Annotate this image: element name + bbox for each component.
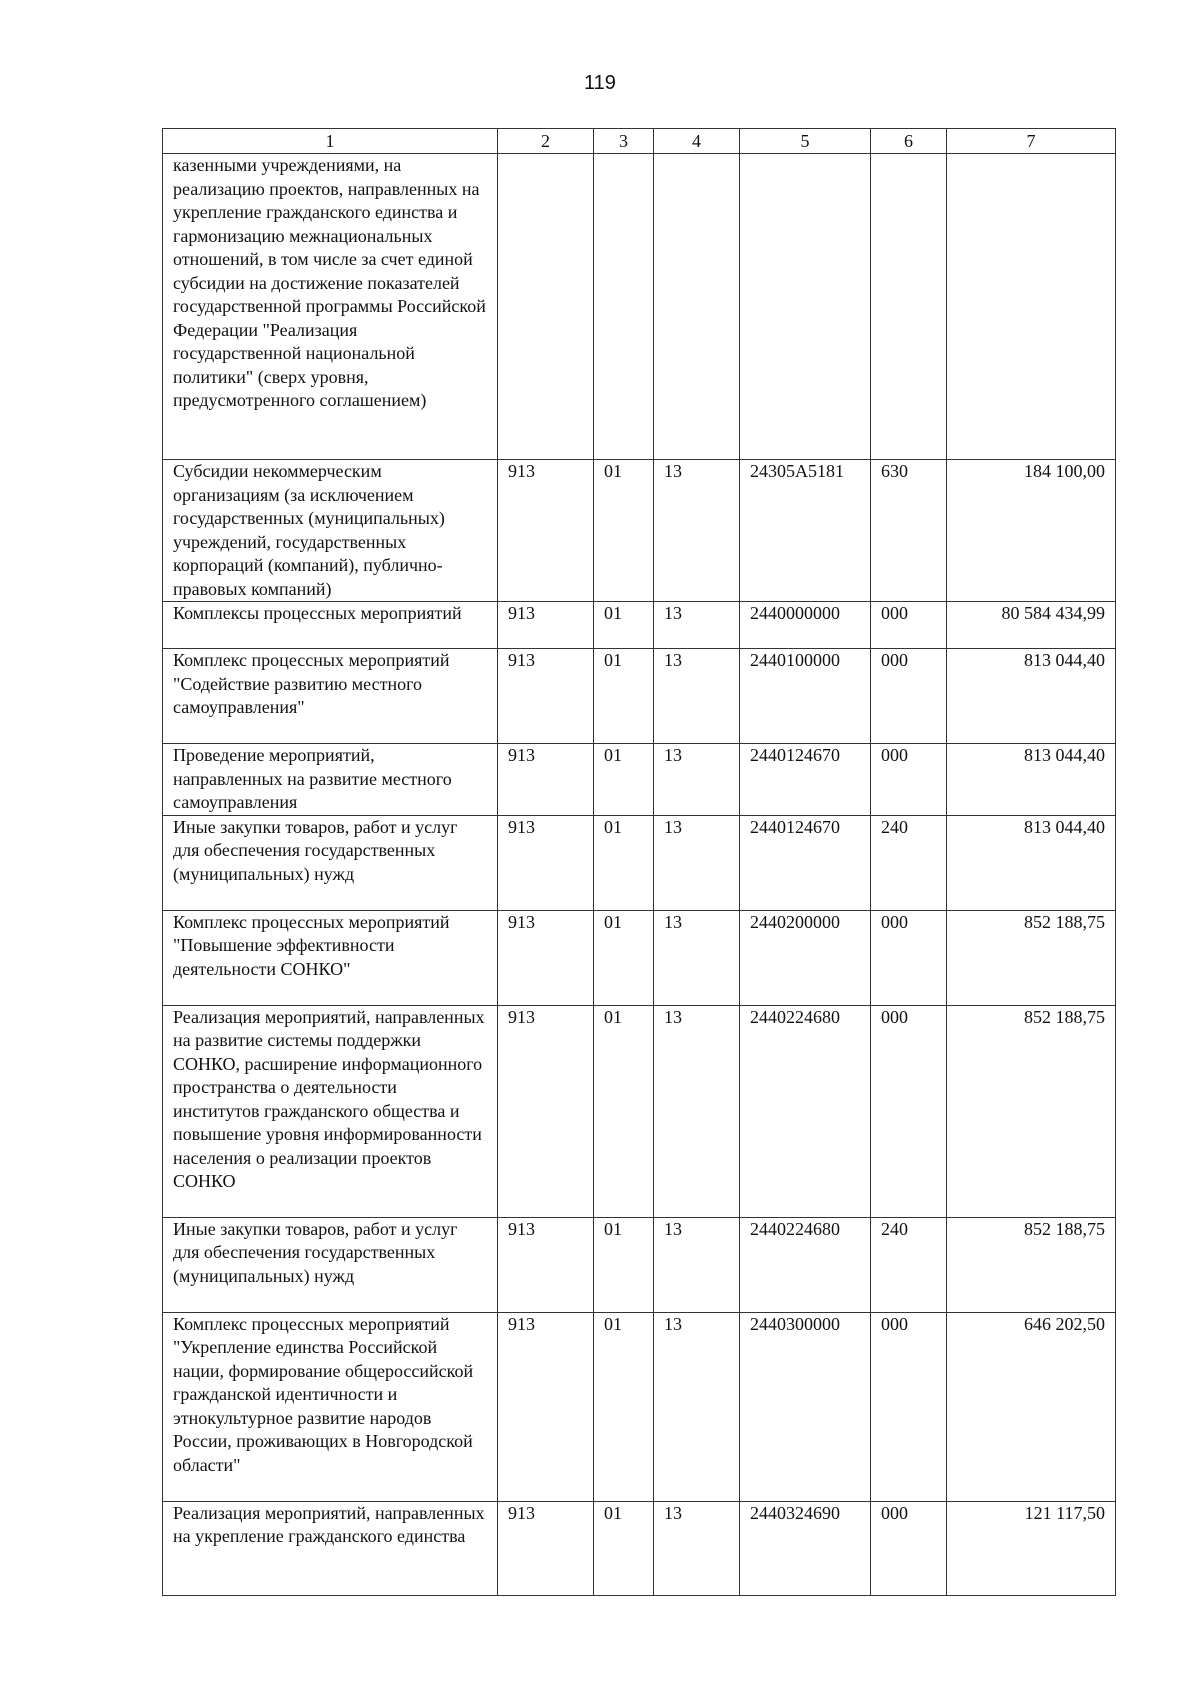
- row-amount: 852 188,75: [947, 1005, 1116, 1217]
- row-amount: 80 584 434,99: [947, 602, 1116, 649]
- row-amount: 813 044,40: [947, 649, 1116, 744]
- row-name: Субсидии некоммерческим организациям (за исключением государственных (муниципальных) учреждений, государственных корпораций (компаний), публично-правовых компаний): [163, 460, 498, 602]
- row-subsection: 13: [654, 602, 740, 649]
- table-row: [163, 1312, 1116, 1501]
- header-cell: 6: [871, 129, 947, 154]
- row-target: [740, 154, 871, 460]
- row-target: 2440324690: [740, 1501, 871, 1595]
- row-subsection: 13: [654, 460, 740, 602]
- row-ministry: 913: [498, 910, 594, 1005]
- row-name: Реализация мероприятий, направленных на укрепление гражданского единства: [163, 1501, 498, 1595]
- table-row: [163, 1005, 1116, 1217]
- table-row: [163, 744, 1116, 816]
- row-name: казенными учреждениями, на реализацию проектов, направленных на укрепление гражданского единства и гармонизацию межнациональных отношений, в том числе за счет единой субсидии на достижение показателей государственной программы Российской Федерации "Реализация государственной национальной политики" (сверх уровня, предусмотренного соглашением): [163, 154, 498, 460]
- row-type: 000: [871, 1501, 947, 1595]
- row-name: Иные закупки товаров, работ и услуг для обеспечения государственных (муниципальных) нужд: [163, 1217, 498, 1312]
- row-ministry: 913: [498, 815, 594, 910]
- row-section: 01: [594, 1312, 654, 1501]
- row-ministry: 913: [498, 460, 594, 602]
- row-amount: 184 100,00: [947, 460, 1116, 602]
- row-target: 2440224680: [740, 1217, 871, 1312]
- row-subsection: 13: [654, 815, 740, 910]
- row-subsection: 13: [654, 910, 740, 1005]
- row-name: Комплекс процессных мероприятий "Повышение эффективности деятельности СОНКО": [163, 910, 498, 1005]
- row-type: 630: [871, 460, 947, 602]
- row-type: 000: [871, 602, 947, 649]
- row-name: Комплекс процессных мероприятий "Укрепление единства Российской нации, формирование общероссийской гражданской идентичности и этнокультурное развитие народов России, проживающих в Новгородской области": [163, 1312, 498, 1501]
- row-target: 2440200000: [740, 910, 871, 1005]
- row-target: 2440124670: [740, 744, 871, 816]
- row-section: 01: [594, 1005, 654, 1217]
- page-number: 119: [584, 72, 616, 94]
- row-type: 000: [871, 744, 947, 816]
- table-body: [163, 154, 1116, 1596]
- row-amount: 121 117,50: [947, 1501, 1116, 1595]
- row-section: 01: [594, 1217, 654, 1312]
- row-ministry: 913: [498, 1501, 594, 1595]
- row-target: 2440224680: [740, 1005, 871, 1217]
- header-cell: 3: [594, 129, 654, 154]
- row-section: 01: [594, 815, 654, 910]
- row-amount: 813 044,40: [947, 744, 1116, 816]
- row-type: 240: [871, 1217, 947, 1312]
- row-ministry: 913: [498, 1005, 594, 1217]
- row-ministry: 913: [498, 649, 594, 744]
- row-name: Иные закупки товаров, работ и услуг для обеспечения государственных (муниципальных) нужд: [163, 815, 498, 910]
- row-amount: 852 188,75: [947, 910, 1116, 1005]
- table-row: [163, 154, 1116, 460]
- row-section: 01: [594, 910, 654, 1005]
- row-section: 01: [594, 649, 654, 744]
- row-type: 000: [871, 649, 947, 744]
- header-cell: 1: [163, 129, 498, 154]
- row-target: 2440100000: [740, 649, 871, 744]
- row-amount: [947, 154, 1116, 460]
- table-row: [163, 602, 1116, 649]
- row-subsection: [654, 154, 740, 460]
- row-target: 2440300000: [740, 1312, 871, 1501]
- row-ministry: 913: [498, 1217, 594, 1312]
- row-type: 000: [871, 910, 947, 1005]
- header-cell: 2: [498, 129, 594, 154]
- table-header: [163, 129, 1116, 154]
- budget-table: [162, 128, 1116, 1596]
- row-section: 01: [594, 460, 654, 602]
- row-subsection: 13: [654, 1312, 740, 1501]
- header-cell: 7: [947, 129, 1116, 154]
- row-section: [594, 154, 654, 460]
- row-name: Комплекс процессных мероприятий "Содействие развитию местного самоуправления": [163, 649, 498, 744]
- row-section: 01: [594, 744, 654, 816]
- row-name: Комплексы процессных мероприятий: [163, 602, 498, 649]
- table-row: [163, 910, 1116, 1005]
- table-row: [163, 1217, 1116, 1312]
- row-type: 000: [871, 1312, 947, 1501]
- row-subsection: 13: [654, 744, 740, 816]
- row-section: 01: [594, 1501, 654, 1595]
- row-target: 2440124670: [740, 815, 871, 910]
- row-amount: 646 202,50: [947, 1312, 1116, 1501]
- header-row: [163, 129, 1116, 154]
- row-name: Реализация мероприятий, направленных на развитие системы поддержки СОНКО, расширение информационного пространства о деятельности институтов гражданского общества и повышение уровня информированности населения о реализации проектов СОНКО: [163, 1005, 498, 1217]
- row-ministry: 913: [498, 602, 594, 649]
- header-cell: 5: [740, 129, 871, 154]
- row-type: 240: [871, 815, 947, 910]
- row-ministry: [498, 154, 594, 460]
- table-row: [163, 649, 1116, 744]
- table-row: [163, 815, 1116, 910]
- row-target: 24305A5181: [740, 460, 871, 602]
- row-ministry: 913: [498, 1312, 594, 1501]
- row-subsection: 13: [654, 1501, 740, 1595]
- row-amount: 813 044,40: [947, 815, 1116, 910]
- row-type: [871, 154, 947, 460]
- row-subsection: 13: [654, 1005, 740, 1217]
- row-section: 01: [594, 602, 654, 649]
- row-type: 000: [871, 1005, 947, 1217]
- row-ministry: 913: [498, 744, 594, 816]
- table-row: [163, 460, 1116, 602]
- row-subsection: 13: [654, 1217, 740, 1312]
- row-amount: 852 188,75: [947, 1217, 1116, 1312]
- header-cell: 4: [654, 129, 740, 154]
- table-row: [163, 1501, 1116, 1595]
- row-target: 2440000000: [740, 602, 871, 649]
- row-subsection: 13: [654, 649, 740, 744]
- row-name: Проведение мероприятий, направленных на развитие местного самоуправления: [163, 744, 498, 816]
